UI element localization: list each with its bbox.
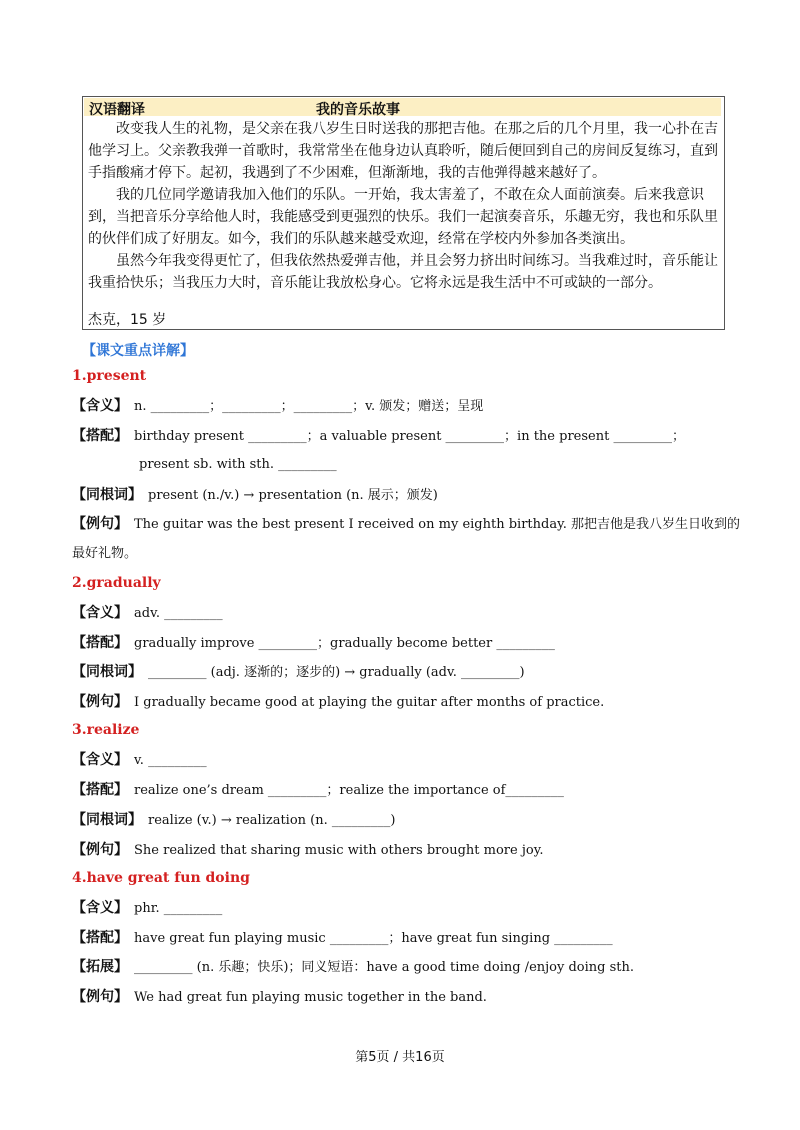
- meaning-tag: 【含义】: [72, 752, 128, 768]
- example-text: She realized that sharing music with others brought more joy.: [134, 843, 544, 858]
- translation-paragraph-3: 虽然今年我变得更忙了，但我依然热爱弹吉他，并且会努力挤出时间练习。当我难过时，音乐能让我重拾快乐；当我压力大时，音乐能让我放松身心。它将永远是我生活中不可或缺的一部分。: [88, 253, 718, 291]
- extension-row: [72, 957, 634, 978]
- example-tag: 【例句】: [72, 842, 128, 858]
- collocation-text: birthday present _________；a valuable present _________；in the present _________；: [134, 429, 685, 444]
- extension-tag: 【拓展】: [72, 959, 128, 975]
- example-tag: 【例句】: [72, 694, 128, 710]
- meaning-row: [72, 396, 483, 417]
- cognate-row: [72, 810, 395, 831]
- collocation-text: gradually improve _________；gradually become better _________: [134, 636, 555, 651]
- translation-paragraph-1: 改变我人生的礼物，是父亲在我八岁生日时送我的那把吉他。在那之后的几个月里，我一心扑在吉他学习上。父亲教我弹一首歌时，我常常坐在他身边认真聆听，随后便回到自己的房间反复练习，直到手指酸痛才停下。起初，我遇到了不少困难，但渐渐地，我的吉他弹得越来越好了。: [88, 121, 718, 181]
- example-row: [72, 987, 487, 1008]
- meaning-tag: 【含义】: [72, 900, 128, 916]
- collocation-row: [72, 928, 613, 949]
- meaning-row: [72, 750, 207, 771]
- example-tag: 【例句】: [72, 989, 128, 1005]
- collocation-row: [72, 633, 555, 654]
- collocation-tag: 【搭配】: [72, 930, 128, 946]
- collocation-tag: 【搭配】: [72, 635, 128, 651]
- meaning-text: phr. _________: [134, 901, 223, 916]
- cognate-row: [72, 485, 438, 506]
- example-text: I gradually became good at playing the guitar after months of practice.: [134, 695, 605, 710]
- cognate-tag: 【同根词】: [72, 812, 142, 828]
- cognate-text: realize (v.) → realization (n. _________): [148, 813, 396, 828]
- section-heading: 【课文重点详解】: [82, 343, 194, 359]
- cognate-tag: 【同根词】: [72, 664, 142, 680]
- cognate-tag: 【同根词】: [72, 487, 142, 503]
- meaning-tag: 【含义】: [72, 398, 128, 414]
- keyword-realize: 3.realize: [72, 722, 140, 738]
- example-text: We had great fun playing music together in the band.: [134, 990, 487, 1005]
- example-text: The guitar was the best present I received on my eighth birthday. 那把吉他是我八岁生日收到的: [134, 517, 740, 532]
- meaning-row: [72, 603, 223, 624]
- collocation-text-continued: present sb. with sth. _________: [139, 457, 337, 472]
- meaning-tag: 【含义】: [72, 605, 128, 621]
- example-row: [72, 514, 740, 535]
- meaning-text: n. _________；_________；_________；v. 颁发；赠送；呈现: [134, 399, 484, 414]
- example-text-continued: 最好礼物。: [72, 546, 138, 561]
- collocation-row: [72, 426, 685, 447]
- extension-text: _________ (n. 乐趣；快乐)；同义短语：have a good time doing /enjoy doing sth.: [134, 960, 634, 975]
- collocation-row: [72, 780, 564, 801]
- translation-label: 汉语翻译: [89, 102, 145, 118]
- keyword-gradually: 2.gradually: [72, 575, 161, 591]
- cognate-text: present (n./v.) → presentation (n. 展示；颁发): [148, 488, 438, 503]
- cognate-row: [72, 662, 525, 683]
- translation-author: 杰克，15 岁: [88, 312, 167, 328]
- example-tag: 【例句】: [72, 516, 128, 532]
- page-footer: 第5页 / 共16页: [355, 1050, 445, 1065]
- meaning-text: adv. _________: [134, 606, 223, 621]
- keyword-present: 1.present: [72, 368, 147, 384]
- example-row: [72, 692, 604, 713]
- collocation-text: realize one’s dream _________；realize the importance of_________: [134, 783, 564, 798]
- translation-paragraph-2: 我的几位同学邀请我加入他们的乐队。一开始，我太害羞了，不敢在众人面前演奏。后来我意识到，当把音乐分享给他人时，我能感受到更强烈的快乐。我们一起演奏音乐，乐趣无穷，我也和乐队里的伙伴们成了好朋友。如今，我们的乐队越来越受欢迎，经常在学校内外参加各类演出。: [88, 187, 718, 247]
- collocation-text: have great fun playing music _________；have great fun singing _________: [134, 931, 613, 946]
- collocation-tag: 【搭配】: [72, 428, 128, 444]
- meaning-text: v. _________: [134, 753, 207, 768]
- translation-title: 我的音乐故事: [316, 102, 400, 118]
- keyword-have-great-fun-doing: 4.have great fun doing: [72, 870, 250, 886]
- meaning-row: [72, 898, 222, 919]
- example-row: [72, 840, 543, 861]
- translation-box: [82, 96, 725, 330]
- translation-header: [84, 98, 721, 116]
- collocation-tag: 【搭配】: [72, 782, 128, 798]
- cognate-text: _________ (adj. 逐渐的；逐步的) → gradually (adv. _________): [148, 665, 525, 680]
